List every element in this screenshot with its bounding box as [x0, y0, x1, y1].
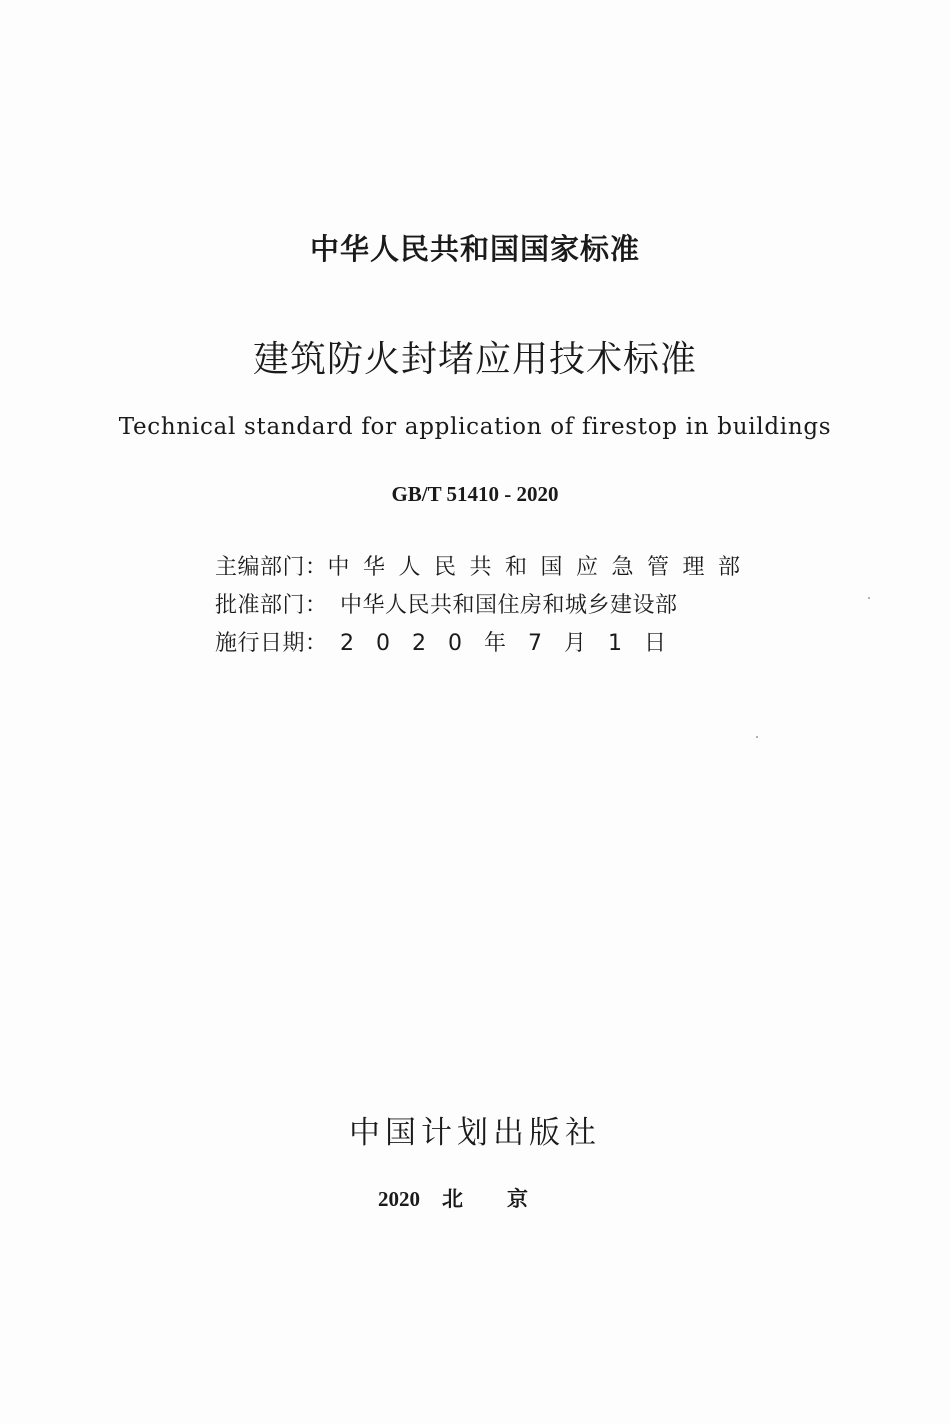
sponsor-row — [215, 550, 754, 588]
title-chinese: 建筑防火封堵应用技术标准 — [252, 339, 697, 380]
sponsor-label: 主编部门： — [215, 555, 328, 580]
publication-year: 2020 — [378, 1187, 420, 1211]
effective-date-row — [215, 626, 735, 664]
standard-number: GB/T 51410 - 2020 — [391, 482, 559, 506]
standard-metadata — [215, 550, 754, 664]
approver-value: 中华人民共和国住房和城乡建设部 — [340, 593, 678, 618]
title-english: Technical standard for application of firestop in buildings — [118, 414, 832, 440]
scan-speck — [756, 736, 758, 738]
publisher-name: 中国计划出版社 — [349, 1115, 601, 1151]
approver-row — [215, 588, 735, 626]
national-standard-heading: 中华人民共和国国家标准 — [309, 232, 640, 266]
sponsor-value: 中华人民共和国应急管理部 — [327, 555, 754, 580]
effective-date-label: 施行日期： — [215, 631, 328, 656]
approver-label: 批准部门： — [215, 593, 328, 618]
publication-line — [0, 1183, 950, 1213]
publication-city: 北京 — [442, 1187, 572, 1211]
scan-speck — [868, 597, 870, 599]
effective-date-value: 2020年7月1日 — [340, 631, 688, 656]
